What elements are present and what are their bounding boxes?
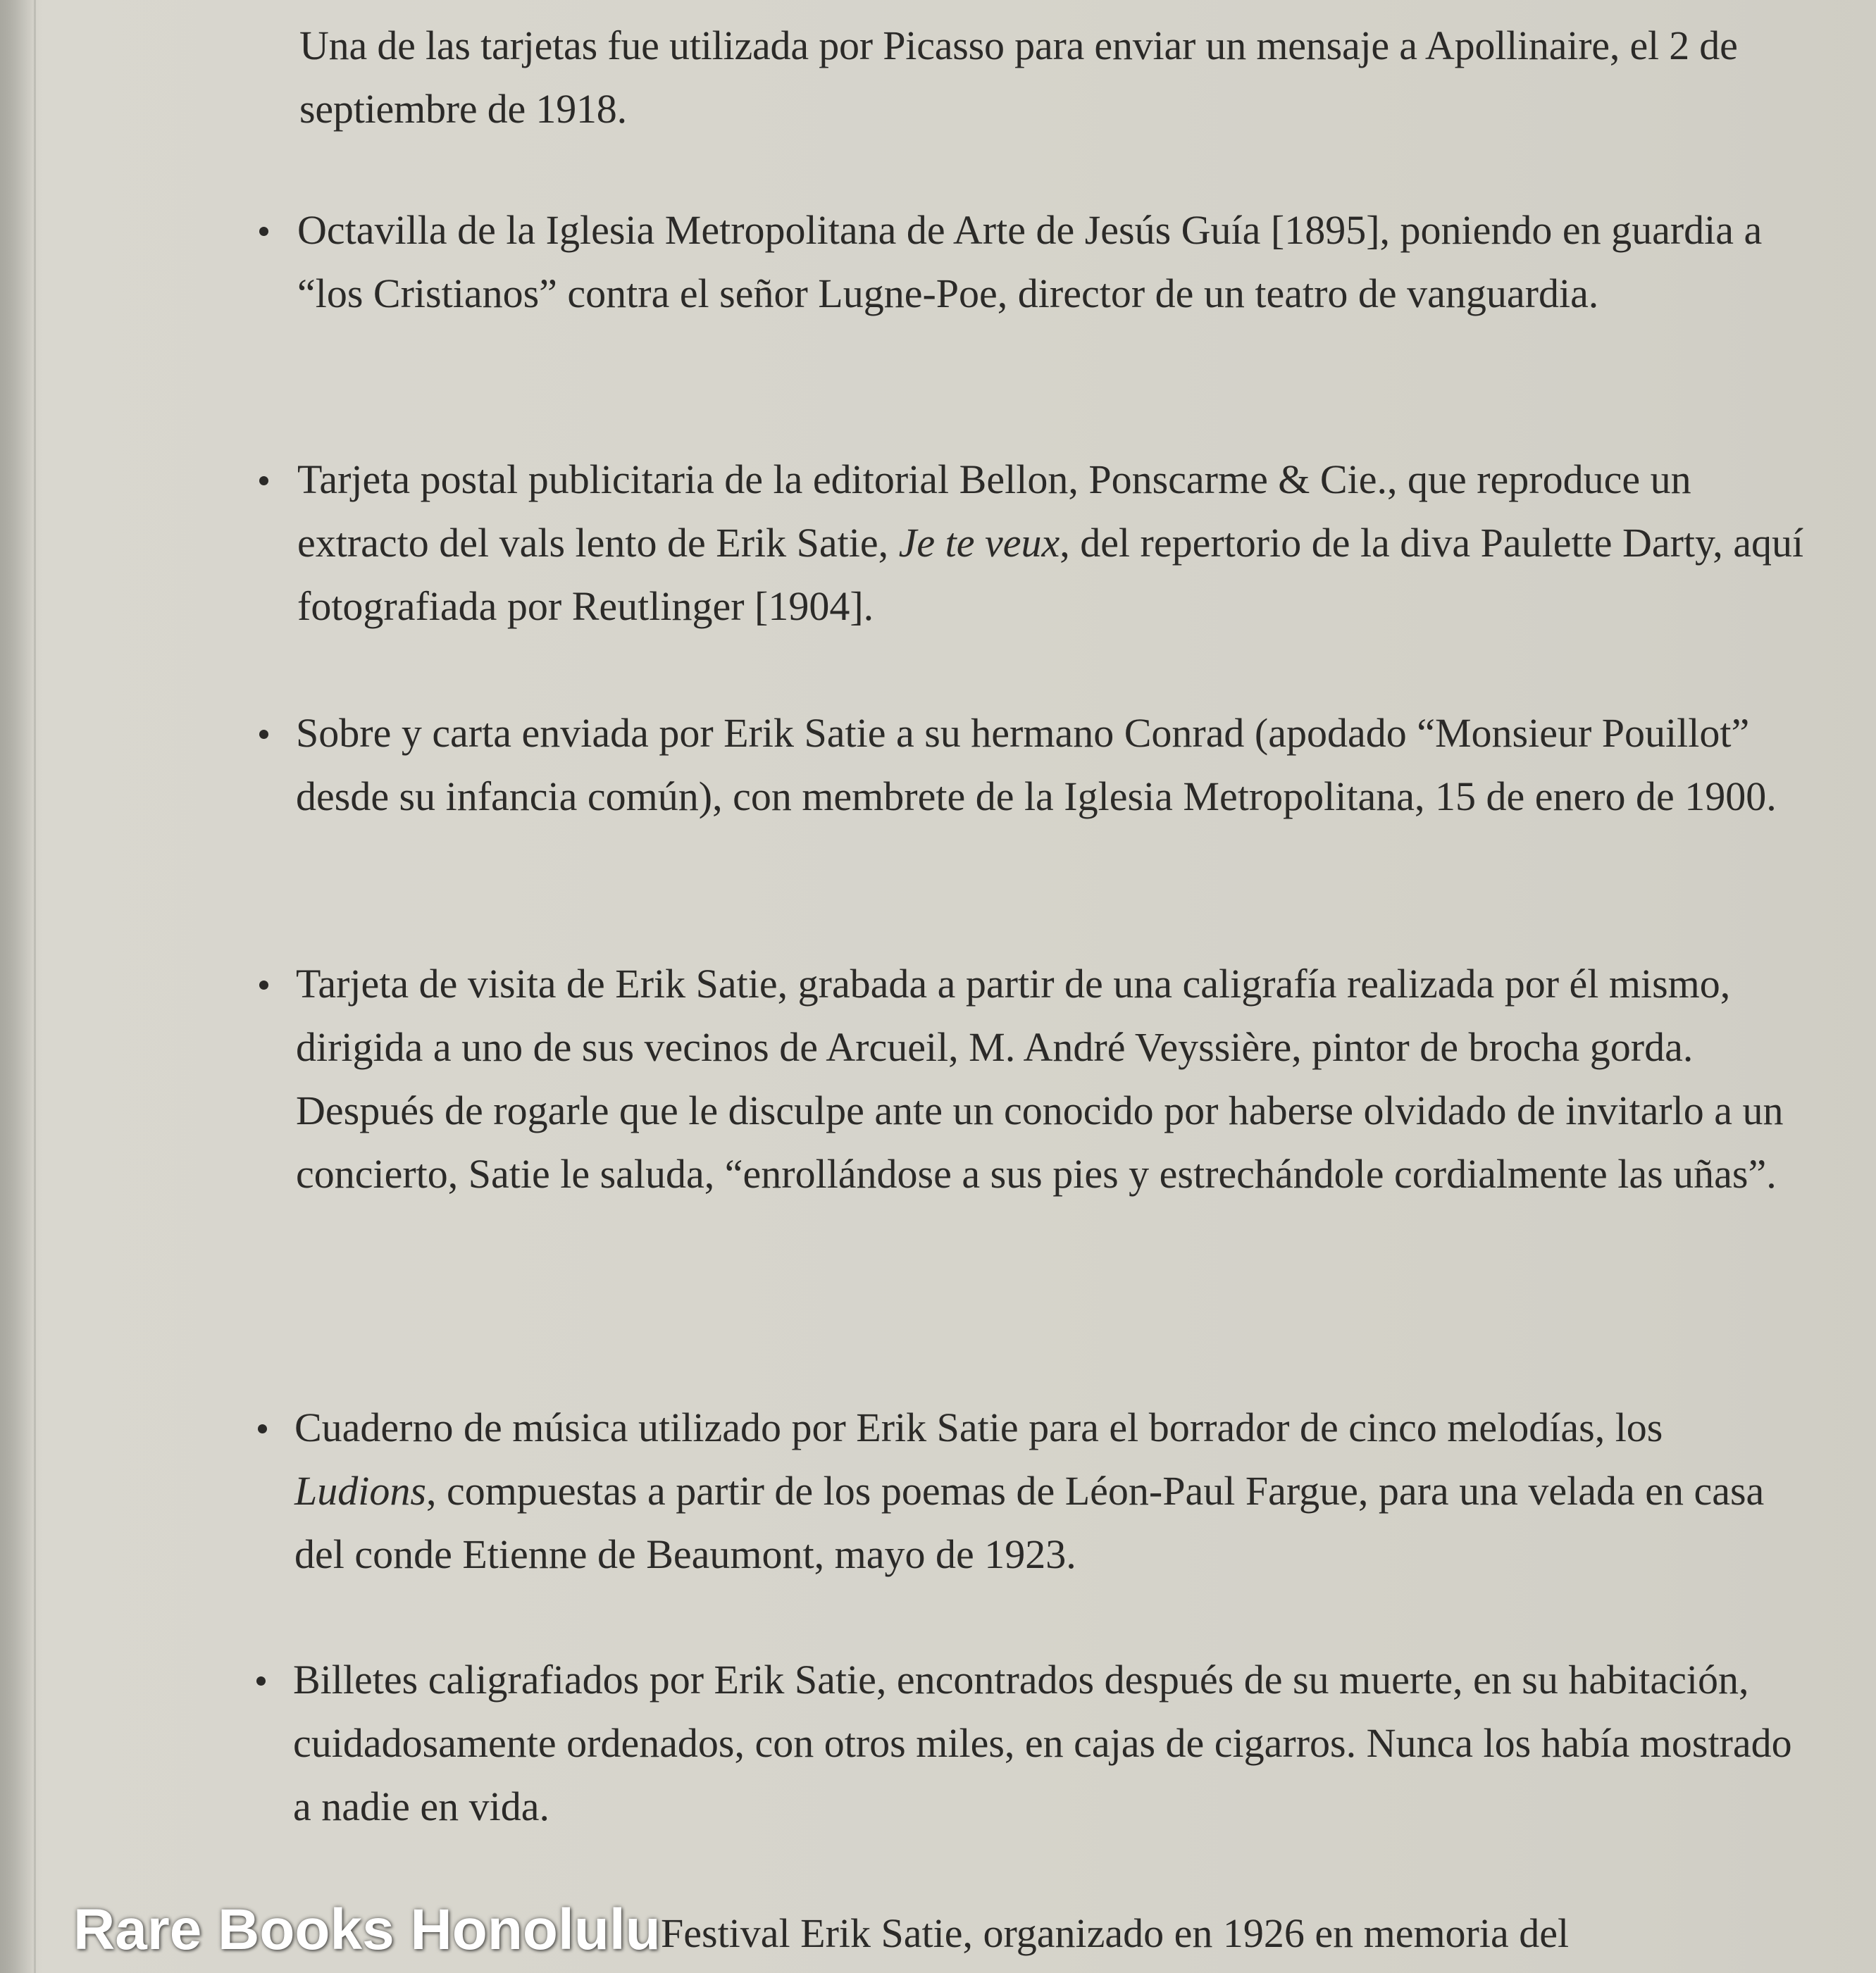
list-item-text: , del repertorio de la diva Paulette Darty, aquí fotografiada por Reutlinger [1904]. xyxy=(297,520,1804,629)
bullet-icon xyxy=(259,227,268,236)
bullet-icon xyxy=(256,1676,266,1686)
list-item-text: , compuestas a partir de los poemas de Léon-Paul Fargue, para una velada en casa del conde Etienne de Beaumont, mayo de 1923. xyxy=(294,1468,1765,1577)
list-item-sobre-carta: Sobre y carta enviada por Erik Satie a su hermano Conrad (apodado “Monsieur Pouillot” desde su infancia común), con membrete de la Iglesia Metropolitana, 15 de enero de 1900. xyxy=(296,710,1777,819)
list-item-italic-title: Je te veux xyxy=(898,520,1060,566)
list-item-billetes: Billetes caligrafiados por Erik Satie, encontrados después de su muerte, en su habitación, cuidadosamente ordenados, con otros miles, en cajas de cigarros. Nunca los había mostrado a nadie en vida. xyxy=(293,1657,1792,1829)
list-item-text-extra: Después de rogarle que le disculpe ante un conocido por haberse olvidado de invitarlo a un concierto, Satie le saluda, “enrollándose a sus pies y estrechándole cordialmente las uñas”. xyxy=(296,1088,1784,1197)
list-item-tarjeta-postal xyxy=(297,448,1805,638)
list-item-text: Festival Erik Satie, organizado en 1926 en memoria del xyxy=(661,1910,1570,1956)
list-item-italic-title: Ludions xyxy=(294,1468,426,1514)
intro-paragraph: Una de las tarjetas fue utilizada por Picasso para enviar un mensaje a Apollinaire, el 2 de septiembre de 1918. xyxy=(299,23,1738,132)
list-item-cuaderno-musica xyxy=(294,1396,1802,1586)
bullet-icon xyxy=(259,476,268,485)
list-item-octavilla: Octavilla de la Iglesia Metropolitana de Arte de Jesús Guía [1895], poniendo en guardia a “los Cristianos” contra el señor Lugne-Poe, director de un teatro de vanguardia. xyxy=(297,207,1763,316)
bullet-icon xyxy=(259,730,268,739)
list-item-text: Tarjeta postal publicitaria de la editorial Bellon, Ponscarme & Cie., que reproduce un extracto del vals lento de Erik Satie, xyxy=(297,456,1691,566)
watermark-text: Rare Books Honolulu xyxy=(73,1898,661,1962)
bullet-icon xyxy=(258,1424,267,1433)
list-item-text: Tarjeta de visita de Erik Satie, grabada a partir de una caligrafía realizada por él mismo, dirigida a uno de sus vecinos de Arcueil, M. André Veyssière, pintor de brocha gorda. xyxy=(296,961,1731,1070)
list-item-tarjeta-visita xyxy=(296,952,1803,1206)
list-item-text: Cuaderno de música utilizado por Erik Satie para el borrador de cinco melodías, los xyxy=(294,1405,1663,1450)
bullet-icon xyxy=(259,981,268,990)
